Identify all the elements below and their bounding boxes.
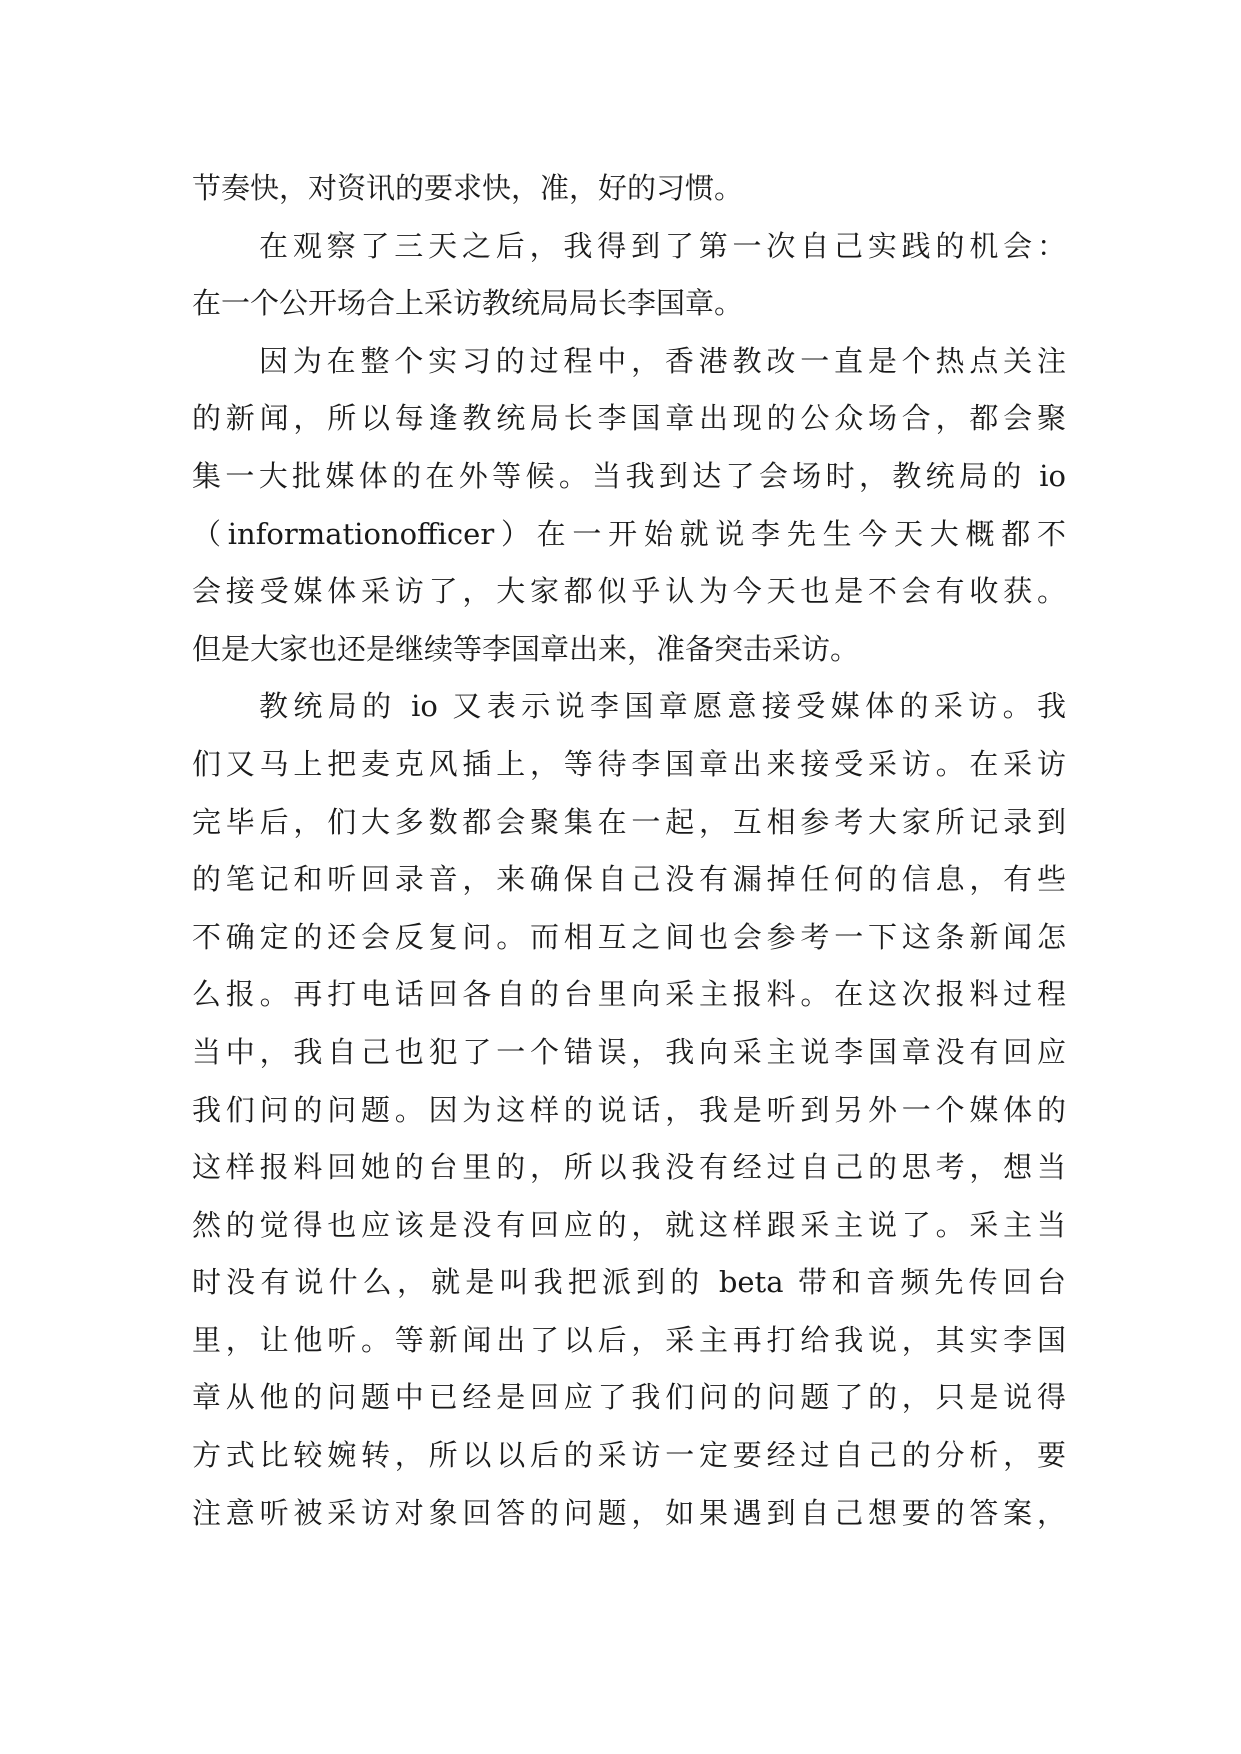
text-line: 我们问的问题。因为这样的说话，我是听到另外一个媒体的 [192,1092,1066,1127]
text-line: 在一个公开场合上采访教统局局长李国章。 [192,286,744,321]
text-line: 因为在整个实习的过程中，香港教改一直是个热点关注 [259,343,1066,378]
text-line: 们又马上把麦克风插上，等待李国章出来接受采访。在采访 [192,746,1066,781]
text-line: 方式比较婉转，所以以后的采访一定要经过自己的分析，要 [192,1438,1066,1473]
text-line: 不确定的还会反复问。而相互之间也会参考一下这条新闻怎 [192,919,1066,954]
text-line: 的新闻，所以每逢教统局长李国章出现的公众场合，都会聚 [192,401,1066,436]
text-line: 然的觉得也应该是没有回应的，就这样跟采主说了。采主当 [192,1207,1066,1242]
body-text [192,160,1066,1542]
text-line: 教统局的 io 又表示说李国章愿意接受媒体的采访。我 [259,689,1066,724]
text-line: 完毕后，们大多数都会聚集在一起，互相参考大家所记录到 [192,804,1066,839]
text-line: 会接受媒体采访了，大家都似乎认为今天也是不会有收获。 [192,574,1066,609]
text-line: 但是大家也还是继续等李国章出来，准备突击采访。 [192,631,860,666]
text-line: 么报。再打电话回各自的台里向采主报料。在这次报料过程 [192,977,1066,1012]
text-line: 集一大批媒体的在外等候。当我到达了会场时，教统局的 io [192,458,1066,493]
text-line: 在观察了三天之后，我得到了第一次自己实践的机会： [259,228,1066,263]
text-line: 的笔记和听回录音，来确保自己没有漏掉任何的信息，有些 [192,862,1066,897]
text-line: 注意听被采访对象回答的问题，如果遇到自己想要的答案， [192,1495,1066,1530]
text-line: 里，让他听。等新闻出了以后，采主再打给我说，其实李国 [192,1322,1066,1357]
text-line: 节奏快，对资讯的要求快，准，好的习惯。 [192,171,744,205]
text-line: 章从他的问题中已经是回应了我们问的问题了的，只是说得 [192,1380,1066,1415]
text-line: 这样报料回她的台里的，所以我没有经过自己的思考，想当 [192,1150,1066,1185]
text-line: 时没有说什么，就是叫我把派到的 beta 带和音频先传回台 [192,1265,1066,1300]
text-line: （informationofficer）在一开始就说李先生今天大概都不 [192,516,1066,551]
text-line: 当中，我自己也犯了一个错误，我向采主说李国章没有回应 [192,1034,1066,1069]
